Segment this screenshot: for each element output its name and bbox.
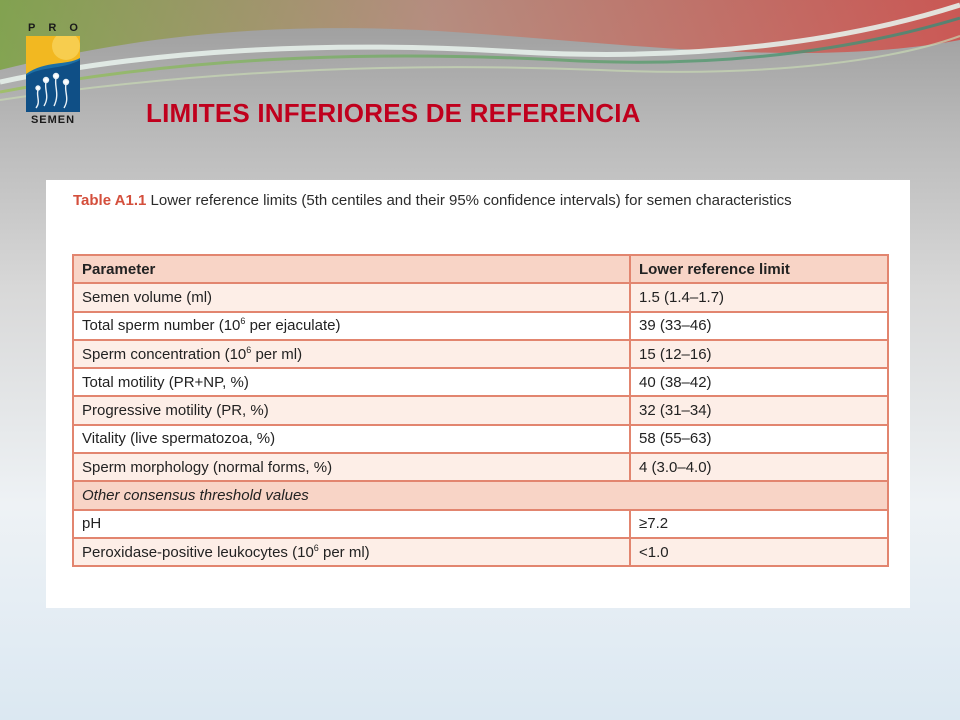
- cell-parameter: Total motility (PR+NP, %): [73, 368, 630, 396]
- cell-limit: 32 (31–34): [630, 396, 888, 424]
- cell-limit: 39 (33–46): [630, 312, 888, 340]
- header-lower-reference-limit: Lower reference limit: [630, 255, 888, 283]
- table-caption-text: Lower reference limits (5th centiles and their 95% confidence intervals) for semen characteristics: [150, 192, 792, 209]
- table-row: [73, 425, 888, 453]
- table-section-row: [73, 481, 888, 509]
- cell-limit: 15 (12–16): [630, 340, 888, 368]
- cell-parameter: Sperm morphology (normal forms, %): [73, 453, 630, 481]
- logo-bottom-word: SEMEN: [30, 114, 76, 126]
- header-parameter: Parameter: [73, 255, 630, 283]
- table-row: [73, 396, 888, 424]
- cell-parameter: pH: [73, 510, 630, 538]
- cell-limit: 40 (38–42): [630, 368, 888, 396]
- logo-emblem: [26, 36, 80, 112]
- cell-limit: 58 (55–63): [630, 425, 888, 453]
- cell-limit: 4 (3.0–4.0): [630, 453, 888, 481]
- cell-parameter: Progressive motility (PR, %): [73, 396, 630, 424]
- table-row: [73, 538, 888, 566]
- table-row: [73, 510, 888, 538]
- table-image-panel: [46, 180, 910, 608]
- cell-parameter: Vitality (live spermatozoa, %): [73, 425, 630, 453]
- table-row: [73, 368, 888, 396]
- section-label: Other consensus threshold values: [73, 481, 888, 509]
- table-caption: [73, 190, 893, 211]
- cell-parameter: Sperm concentration ($10^6$ per ml): [73, 340, 630, 368]
- cell-limit: ≥7.2: [630, 510, 888, 538]
- table-row: [73, 283, 888, 311]
- table-row: [73, 312, 888, 340]
- cell-parameter: Semen volume (ml): [73, 283, 630, 311]
- cell-parameter: Peroxidase-positive leukocytes ($10^6$ per ml): [73, 538, 630, 566]
- cell-limit: <1.0: [630, 538, 888, 566]
- table-header-row: [73, 255, 888, 283]
- table-row: [73, 453, 888, 481]
- logo-top-letters: P R O: [28, 22, 78, 34]
- cell-parameter: Total sperm number ($10^6$ per ejaculate): [73, 312, 630, 340]
- table-row: [73, 340, 888, 368]
- reference-limits-table: [72, 254, 889, 567]
- prosemen-logo: [22, 22, 84, 132]
- slide-title: LIMITES INFERIORES DE REFERENCIA: [146, 98, 641, 128]
- table-caption-label: Table A1.1: [73, 192, 147, 209]
- cell-limit: 1.5 (1.4–1.7): [630, 283, 888, 311]
